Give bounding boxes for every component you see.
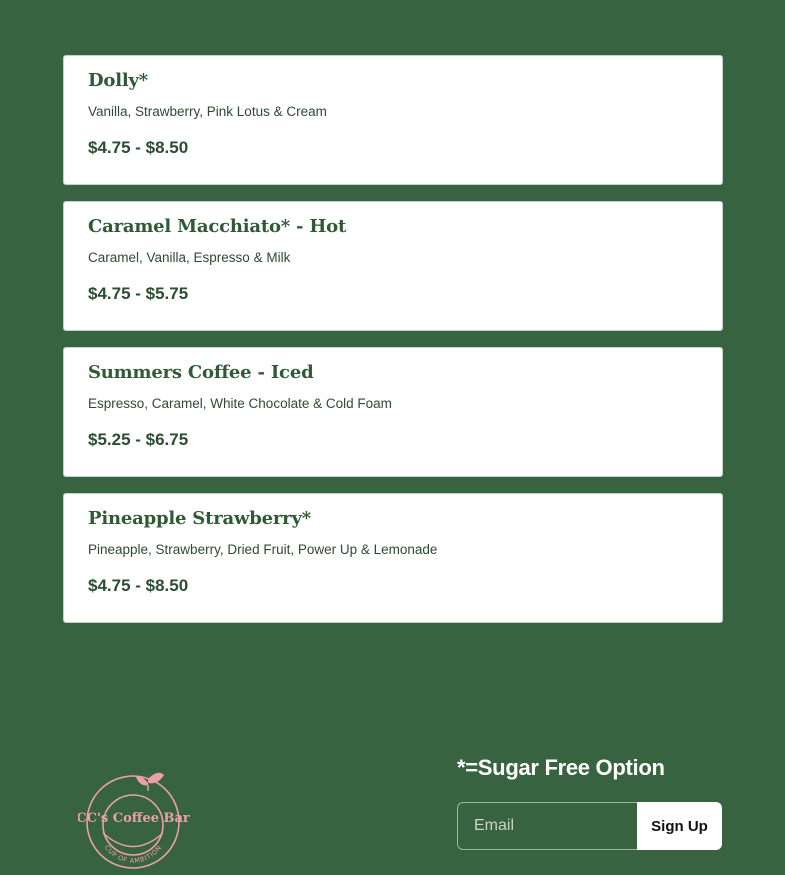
coffee-logo-icon[interactable] [78, 765, 190, 870]
menu-item-name: Dolly* [88, 70, 148, 91]
menu-item-price: $4.75 - $8.50 [88, 138, 189, 157]
menu-item-description: Espresso, Caramel, White Chocolate & Cold Foam [88, 396, 392, 411]
menu-item-card [63, 55, 723, 185]
footer [0, 740, 785, 870]
menu-item-card [63, 493, 723, 623]
sign-up-button[interactable]: Sign Up [637, 802, 722, 850]
menu-item-card [63, 201, 723, 331]
menu-item-price: $4.75 - $5.75 [88, 284, 189, 303]
logo-tagline: CUP OF AMBITION [102, 843, 164, 865]
menu-item-name: Caramel Macchiato* - Hot [88, 216, 347, 237]
sugar-free-note: *=Sugar Free Option [457, 755, 665, 780]
email-input[interactable] [457, 802, 637, 850]
logo-text: CC's Coffee Bar [78, 811, 190, 826]
menu-item-name: Pineapple Strawberry* [88, 508, 311, 529]
menu-list [63, 55, 723, 639]
newsletter-signup-form [457, 802, 722, 850]
menu-item-card [63, 347, 723, 477]
menu-item-price: $5.25 - $6.75 [88, 430, 189, 449]
menu-item-name: Summers Coffee - Iced [88, 362, 314, 383]
menu-item-description: Vanilla, Strawberry, Pink Lotus & Cream [88, 104, 327, 119]
menu-item-price: $4.75 - $8.50 [88, 576, 189, 595]
menu-item-description: Pineapple, Strawberry, Dried Fruit, Power Up & Lemonade [88, 542, 438, 557]
menu-item-description: Caramel, Vanilla, Espresso & Milk [88, 250, 291, 265]
